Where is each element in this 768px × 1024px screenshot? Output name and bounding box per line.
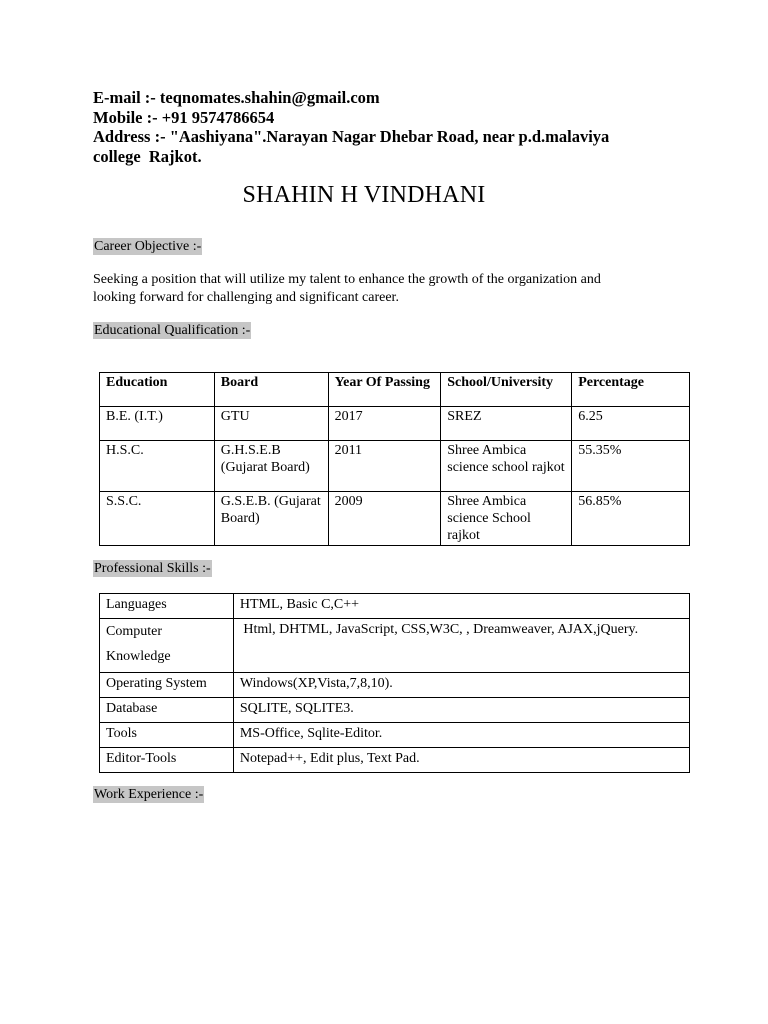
table-cell: B.E. (I.T.) xyxy=(100,407,215,441)
address-line-2: college Rajkot. xyxy=(93,146,202,166)
skill-value: SQLITE, SQLITE3. xyxy=(233,698,689,723)
skill-category: Computer Knowledge xyxy=(100,619,234,673)
skill-value: MS-Office, Sqlite-Editor. xyxy=(233,723,689,748)
skills-heading: Professional Skills :- xyxy=(94,561,211,576)
education-header-cell: Percentage xyxy=(572,373,690,407)
education-header-cell: Education xyxy=(100,373,215,407)
table-row xyxy=(100,441,690,492)
education-header-cell: Year Of Passing xyxy=(328,373,441,407)
career-objective-text xyxy=(93,271,693,306)
work-experience-heading: Work Experience :- xyxy=(94,787,204,802)
education-header-cell: Board xyxy=(214,373,328,407)
table-cell: Shree Ambica science school rajkot xyxy=(441,441,572,492)
education-heading: Educational Qualification :- xyxy=(94,323,251,338)
table-cell: 2009 xyxy=(328,492,441,546)
email-line: E-mail :- teqnomates.shahin@gmail.com xyxy=(93,88,380,107)
table-row xyxy=(100,723,690,748)
table-cell: 6.25 xyxy=(572,407,690,441)
skills-table xyxy=(99,593,690,773)
table-cell: S.S.C. xyxy=(100,492,215,546)
table-cell: GTU xyxy=(214,407,328,441)
table-cell: 2017 xyxy=(328,407,441,441)
table-row xyxy=(100,673,690,698)
education-header-row xyxy=(100,373,690,407)
skill-category: Editor-Tools xyxy=(100,748,234,773)
table-cell: Shree Ambica science School rajkot xyxy=(441,492,572,546)
table-row xyxy=(100,748,690,773)
mobile-line: Mobile :- +91 9574786654 xyxy=(93,107,275,127)
table-cell: H.S.C. xyxy=(100,441,215,492)
skill-category: Database xyxy=(100,698,234,723)
table-row xyxy=(100,492,690,546)
candidate-name: SHAHIN H VINDHANI xyxy=(242,182,486,208)
table-cell: 56.85% xyxy=(572,492,690,546)
table-row xyxy=(100,619,690,673)
address-line-1: Address :- "Aashiyana".Narayan Nagar Dhebar Road, near p.d.malaviya xyxy=(93,127,610,146)
career-objective-line-2: looking forward for challenging and significant career. xyxy=(93,289,399,305)
career-objective-heading: Career Objective :- xyxy=(94,239,202,254)
education-header-cell: School/University xyxy=(441,373,572,407)
contact-block xyxy=(93,88,693,166)
table-cell: SREZ xyxy=(441,407,572,441)
skill-value: HTML, Basic C,C++ xyxy=(233,594,689,619)
table-row xyxy=(100,594,690,619)
skill-category: Operating System xyxy=(100,673,234,698)
table-row xyxy=(100,407,690,441)
skill-category: Tools xyxy=(100,723,234,748)
table-cell: 2011 xyxy=(328,441,441,492)
career-objective-line-1: Seeking a position that will utilize my talent to enhance the growth of the organization and xyxy=(93,272,601,287)
skill-value: Notepad++, Edit plus, Text Pad. xyxy=(233,748,689,773)
table-cell: G.S.E.B. (Gujarat Board) xyxy=(214,492,328,546)
table-cell: 55.35% xyxy=(572,441,690,492)
skill-value: Windows(XP,Vista,7,8,10). xyxy=(233,673,689,698)
education-table xyxy=(99,372,690,546)
skill-value: Html, DHTML, JavaScript, CSS,W3C, , Dreamweaver, AJAX,jQuery. xyxy=(233,619,689,673)
table-cell: G.H.S.E.B (Gujarat Board) xyxy=(214,441,328,492)
table-row xyxy=(100,698,690,723)
skill-category: Languages xyxy=(100,594,234,619)
